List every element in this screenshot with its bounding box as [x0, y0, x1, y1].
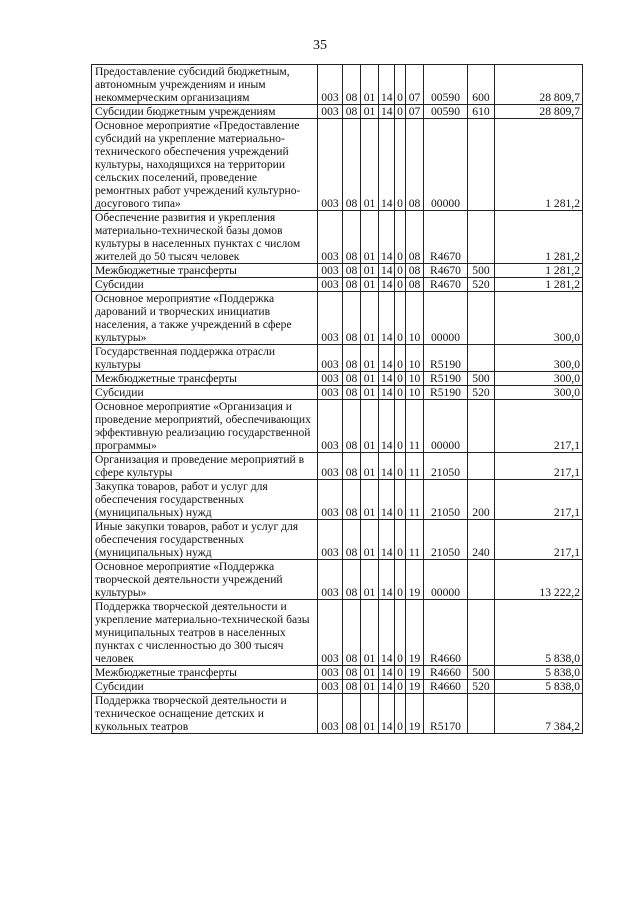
row-ministry-cell: 003	[318, 453, 343, 480]
row-program-cell: 14	[379, 480, 395, 520]
row-amount-cell: 5 838,0	[495, 666, 583, 680]
table-row	[92, 453, 583, 480]
row-subprogram-cell: 0	[395, 292, 406, 345]
table-row	[92, 119, 583, 211]
row-amount-cell: 300,0	[495, 372, 583, 386]
row-amount-cell: 217,1	[495, 480, 583, 520]
row-event-cell: 08	[406, 119, 424, 211]
table-row	[92, 400, 583, 453]
row-subprogram-cell: 0	[395, 400, 406, 453]
row-ministry-cell: 003	[318, 278, 343, 292]
row-program-cell: 14	[379, 278, 395, 292]
row-subprogram-cell: 0	[395, 119, 406, 211]
row-expense-type-cell	[468, 345, 495, 372]
row-name-cell: Основное мероприятие «Организация и проведение мероприятий, обеспечивающих эффективную реализацию государственной программы»	[92, 400, 318, 453]
row-expense-type-cell: 500	[468, 264, 495, 278]
row-expense-type-cell: 200	[468, 480, 495, 520]
row-program-cell: 14	[379, 211, 395, 264]
row-ministry-cell: 003	[318, 480, 343, 520]
row-amount-cell: 300,0	[495, 345, 583, 372]
row-expense-type-cell	[468, 211, 495, 264]
row-expense-type-cell: 240	[468, 520, 495, 560]
row-subsection-cell: 01	[361, 105, 379, 119]
row-expense-type-cell	[468, 694, 495, 734]
row-subsection-cell: 01	[361, 453, 379, 480]
row-subprogram-cell: 0	[395, 372, 406, 386]
row-subsection-cell: 01	[361, 372, 379, 386]
row-direction-cell: R4670	[424, 211, 468, 264]
row-ministry-cell: 003	[318, 520, 343, 560]
row-program-cell: 14	[379, 600, 395, 666]
row-program-cell: 14	[379, 386, 395, 400]
row-subprogram-cell: 0	[395, 453, 406, 480]
row-amount-cell: 28 809,7	[495, 65, 583, 105]
row-name-cell: Обеспечение развития и укрепления материально-технической базы домов культуры в населенных пунктах с числом жителей до 50 тысяч человек	[92, 211, 318, 264]
row-section-cell: 08	[343, 119, 361, 211]
row-event-cell: 10	[406, 386, 424, 400]
row-event-cell: 07	[406, 65, 424, 105]
row-ministry-cell: 003	[318, 694, 343, 734]
row-direction-cell: 00000	[424, 292, 468, 345]
row-subprogram-cell: 0	[395, 211, 406, 264]
table-row	[92, 264, 583, 278]
row-ministry-cell: 003	[318, 345, 343, 372]
row-subprogram-cell: 0	[395, 65, 406, 105]
row-program-cell: 14	[379, 105, 395, 119]
row-direction-cell: 21050	[424, 520, 468, 560]
row-name-cell: Межбюджетные трансферты	[92, 372, 318, 386]
row-section-cell: 08	[343, 292, 361, 345]
row-section-cell: 08	[343, 480, 361, 520]
row-name-cell: Основное мероприятие «Поддержка дарований и творческих инициатив населения, а также учреждений в сфере культуры»	[92, 292, 318, 345]
row-ministry-cell: 003	[318, 372, 343, 386]
row-subprogram-cell: 0	[395, 105, 406, 119]
row-ministry-cell: 003	[318, 105, 343, 119]
row-section-cell: 08	[343, 560, 361, 600]
table-row	[92, 292, 583, 345]
row-event-cell: 08	[406, 264, 424, 278]
row-direction-cell: 21050	[424, 480, 468, 520]
row-subsection-cell: 01	[361, 480, 379, 520]
table-row	[92, 278, 583, 292]
row-subsection-cell: 01	[361, 278, 379, 292]
row-expense-type-cell	[468, 560, 495, 600]
row-section-cell: 08	[343, 264, 361, 278]
row-section-cell: 08	[343, 600, 361, 666]
row-event-cell: 19	[406, 560, 424, 600]
row-section-cell: 08	[343, 211, 361, 264]
row-name-cell: Субсидии бюджетным учреждениям	[92, 105, 318, 119]
row-program-cell: 14	[379, 119, 395, 211]
row-subprogram-cell: 0	[395, 278, 406, 292]
row-program-cell: 14	[379, 345, 395, 372]
row-expense-type-cell	[468, 292, 495, 345]
row-ministry-cell: 003	[318, 119, 343, 211]
row-amount-cell: 1 281,2	[495, 264, 583, 278]
row-name-cell: Поддержка творческой деятельности и укрепление материально-технической базы муниципальных театров в населенных пунктах с численностью до 300 тысяч человек	[92, 600, 318, 666]
row-event-cell: 19	[406, 694, 424, 734]
row-event-cell: 11	[406, 400, 424, 453]
row-subprogram-cell: 0	[395, 345, 406, 372]
table-row	[92, 560, 583, 600]
row-direction-cell: R5190	[424, 372, 468, 386]
row-amount-cell: 217,1	[495, 453, 583, 480]
row-ministry-cell: 003	[318, 680, 343, 694]
row-section-cell: 08	[343, 345, 361, 372]
table-row	[92, 345, 583, 372]
row-subprogram-cell: 0	[395, 600, 406, 666]
row-expense-type-cell	[468, 119, 495, 211]
row-name-cell: Государственная поддержка отрасли культуры	[92, 345, 318, 372]
row-direction-cell: 00000	[424, 119, 468, 211]
row-event-cell: 11	[406, 453, 424, 480]
row-ministry-cell: 003	[318, 600, 343, 666]
row-expense-type-cell: 600	[468, 65, 495, 105]
row-subsection-cell: 01	[361, 600, 379, 666]
row-direction-cell: R4660	[424, 680, 468, 694]
table-row	[92, 211, 583, 264]
row-section-cell: 08	[343, 666, 361, 680]
row-amount-cell: 1 281,2	[495, 211, 583, 264]
table-row	[92, 680, 583, 694]
row-name-cell: Субсидии	[92, 386, 318, 400]
table-row	[92, 666, 583, 680]
budget-table-body	[92, 65, 583, 734]
budget-table	[91, 64, 583, 734]
row-amount-cell: 217,1	[495, 400, 583, 453]
row-direction-cell: R4660	[424, 666, 468, 680]
row-subsection-cell: 01	[361, 560, 379, 600]
row-subprogram-cell: 0	[395, 694, 406, 734]
row-section-cell: 08	[343, 105, 361, 119]
row-amount-cell: 217,1	[495, 520, 583, 560]
row-program-cell: 14	[379, 372, 395, 386]
row-ministry-cell: 003	[318, 400, 343, 453]
row-subsection-cell: 01	[361, 264, 379, 278]
row-name-cell: Поддержка творческой деятельности и техническое оснащение детских и кукольных театров	[92, 694, 318, 734]
row-direction-cell: 00000	[424, 560, 468, 600]
row-expense-type-cell: 520	[468, 278, 495, 292]
row-direction-cell: R4670	[424, 278, 468, 292]
row-name-cell: Основное мероприятие «Поддержка творческой деятельности учреждений культуры»	[92, 560, 318, 600]
row-event-cell: 10	[406, 345, 424, 372]
row-subprogram-cell: 0	[395, 680, 406, 694]
row-program-cell: 14	[379, 400, 395, 453]
row-expense-type-cell: 610	[468, 105, 495, 119]
row-direction-cell: R5190	[424, 386, 468, 400]
row-program-cell: 14	[379, 292, 395, 345]
row-event-cell: 19	[406, 600, 424, 666]
row-event-cell: 10	[406, 372, 424, 386]
row-ministry-cell: 003	[318, 560, 343, 600]
row-section-cell: 08	[343, 65, 361, 105]
row-event-cell: 08	[406, 211, 424, 264]
row-subsection-cell: 01	[361, 292, 379, 345]
row-section-cell: 08	[343, 372, 361, 386]
row-event-cell: 08	[406, 278, 424, 292]
page-number: 35	[313, 38, 327, 53]
row-expense-type-cell	[468, 400, 495, 453]
row-name-cell: Основное мероприятие «Предоставление субсидий на укрепление материально-технического обеспечения учреждений культуры, находящихся на территории сельских поселений, проведение ремонтных работ учреждений культурно-досугового типа»	[92, 119, 318, 211]
row-program-cell: 14	[379, 65, 395, 105]
row-name-cell: Межбюджетные трансферты	[92, 264, 318, 278]
row-program-cell: 14	[379, 264, 395, 278]
row-name-cell: Организация и проведение мероприятий в сфере культуры	[92, 453, 318, 480]
row-section-cell: 08	[343, 278, 361, 292]
row-ministry-cell: 003	[318, 292, 343, 345]
row-amount-cell: 300,0	[495, 386, 583, 400]
row-direction-cell: R4660	[424, 600, 468, 666]
row-name-cell: Предоставление субсидий бюджетным, автономным учреждениям и иным некоммерческим организациям	[92, 65, 318, 105]
row-event-cell: 19	[406, 666, 424, 680]
row-amount-cell: 13 222,2	[495, 560, 583, 600]
row-event-cell: 11	[406, 520, 424, 560]
row-section-cell: 08	[343, 453, 361, 480]
row-event-cell: 19	[406, 680, 424, 694]
row-expense-type-cell	[468, 600, 495, 666]
row-amount-cell: 5 838,0	[495, 680, 583, 694]
table-row	[92, 480, 583, 520]
row-direction-cell: R5190	[424, 345, 468, 372]
table-row	[92, 65, 583, 105]
row-expense-type-cell: 520	[468, 386, 495, 400]
row-program-cell: 14	[379, 666, 395, 680]
row-subprogram-cell: 0	[395, 666, 406, 680]
row-amount-cell: 1 281,2	[495, 119, 583, 211]
table-row	[92, 520, 583, 560]
row-subsection-cell: 01	[361, 680, 379, 694]
row-program-cell: 14	[379, 680, 395, 694]
row-name-cell: Иные закупки товаров, работ и услуг для обеспечения государственных (муниципальных) нужд	[92, 520, 318, 560]
row-section-cell: 08	[343, 694, 361, 734]
row-program-cell: 14	[379, 560, 395, 600]
table-row	[92, 694, 583, 734]
row-subprogram-cell: 0	[395, 386, 406, 400]
row-subprogram-cell: 0	[395, 560, 406, 600]
row-subprogram-cell: 0	[395, 520, 406, 560]
row-direction-cell: 00590	[424, 65, 468, 105]
row-section-cell: 08	[343, 680, 361, 694]
row-amount-cell: 28 809,7	[495, 105, 583, 119]
row-direction-cell: 00000	[424, 400, 468, 453]
row-event-cell: 10	[406, 292, 424, 345]
row-ministry-cell: 003	[318, 211, 343, 264]
row-subprogram-cell: 0	[395, 480, 406, 520]
row-section-cell: 08	[343, 520, 361, 560]
row-ministry-cell: 003	[318, 264, 343, 278]
row-subsection-cell: 01	[361, 345, 379, 372]
row-ministry-cell: 003	[318, 666, 343, 680]
table-row	[92, 372, 583, 386]
row-name-cell: Закупка товаров, работ и услуг для обеспечения государственных (муниципальных) нужд	[92, 480, 318, 520]
table-row	[92, 600, 583, 666]
row-amount-cell: 5 838,0	[495, 600, 583, 666]
row-direction-cell: R4670	[424, 264, 468, 278]
row-expense-type-cell: 500	[468, 372, 495, 386]
row-name-cell: Межбюджетные трансферты	[92, 666, 318, 680]
row-program-cell: 14	[379, 694, 395, 734]
row-subsection-cell: 01	[361, 520, 379, 560]
row-subsection-cell: 01	[361, 119, 379, 211]
row-expense-type-cell: 500	[468, 666, 495, 680]
row-subsection-cell: 01	[361, 694, 379, 734]
row-expense-type-cell	[468, 453, 495, 480]
row-direction-cell: R5170	[424, 694, 468, 734]
row-section-cell: 08	[343, 386, 361, 400]
row-amount-cell: 7 384,2	[495, 694, 583, 734]
row-ministry-cell: 003	[318, 386, 343, 400]
table-row	[92, 105, 583, 119]
row-ministry-cell: 003	[318, 65, 343, 105]
row-direction-cell: 21050	[424, 453, 468, 480]
row-subsection-cell: 01	[361, 211, 379, 264]
row-program-cell: 14	[379, 453, 395, 480]
row-subsection-cell: 01	[361, 400, 379, 453]
row-subsection-cell: 01	[361, 666, 379, 680]
row-section-cell: 08	[343, 400, 361, 453]
row-program-cell: 14	[379, 520, 395, 560]
row-direction-cell: 00590	[424, 105, 468, 119]
row-expense-type-cell: 520	[468, 680, 495, 694]
row-event-cell: 11	[406, 480, 424, 520]
row-subsection-cell: 01	[361, 65, 379, 105]
row-amount-cell: 300,0	[495, 292, 583, 345]
row-name-cell: Субсидии	[92, 680, 318, 694]
row-subsection-cell: 01	[361, 386, 379, 400]
row-event-cell: 07	[406, 105, 424, 119]
table-row	[92, 386, 583, 400]
row-name-cell: Субсидии	[92, 278, 318, 292]
row-amount-cell: 1 281,2	[495, 278, 583, 292]
row-subprogram-cell: 0	[395, 264, 406, 278]
